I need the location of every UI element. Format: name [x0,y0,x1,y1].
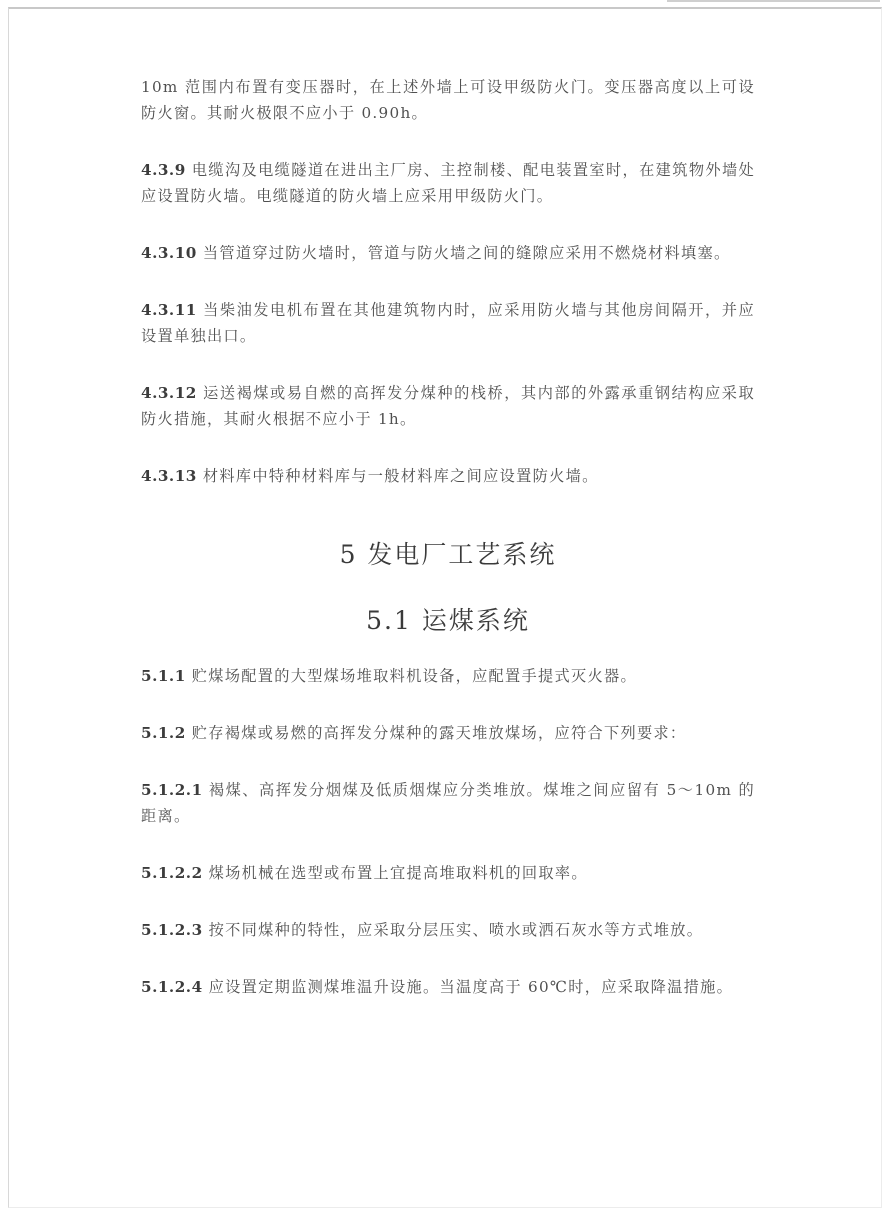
chapter-title: 5 发电厂工艺系统 [339,540,557,569]
clause-5-1-2 [141,720,755,746]
section-title: 5.1 运煤系统 [366,606,530,635]
page-content [141,74,755,1031]
clause-5-1-1 [141,663,755,689]
clause-5-1-2-4 [141,974,755,1000]
clause-text: 褐煤、高挥发分烟煤及低质烟煤应分类堆放。煤堆之间应留有 5～10m 的距离。 [141,781,755,825]
clause-number: 4.3.10 [141,244,197,262]
clause-4-3-10 [141,240,755,266]
intro-paragraph: 10m 范围内布置有变压器时，在上述外墙上可设甲级防火门。变压器高度以上可设防火窗。其耐火极限不应小于 0.90h。 [141,78,755,122]
clause-number: 5.1.2 [141,724,186,742]
clause-4-3-9 [141,157,755,209]
clause-number: 5.1.2.4 [141,978,203,996]
clause-4-3-12 [141,380,755,432]
clause-text: 应设置定期监测煤堆温升设施。当温度高于 60℃时，应采取降温措施。 [208,978,734,996]
clause-5-1-2-1 [141,777,755,829]
clause-number: 5.1.2.3 [141,921,203,939]
clause-text: 贮煤场配置的大型煤场堆取料机设备，应配置手提式灭火器。 [191,667,637,685]
clause-number: 5.1.2.1 [141,781,203,799]
clause-number: 4.3.12 [141,384,197,402]
clause-text: 当柴油发电机布置在其他建筑物内时，应采用防火墙与其他房间隔开，并应设置单独出口。 [141,301,755,345]
clause-number: 4.3.13 [141,467,197,485]
clause-5-1-2-2 [141,860,755,886]
clause-number: 4.3.9 [141,161,186,179]
clause-number: 4.3.11 [141,301,197,319]
top-tab-bar [667,0,880,2]
clause-text: 电缆沟及电缆隧道在进出主厂房、主控制楼、配电装置室时，在建筑物外墙处应设置防火墙。电缆隧道的防火墙上应采用甲级防火门。 [141,161,755,205]
clause-number: 5.1.2.2 [141,864,203,882]
clause-number: 5.1.1 [141,667,186,685]
clause-text: 贮存褐煤或易燃的高挥发分煤种的露天堆放煤场，应符合下列要求： [191,724,687,742]
clause-4-3-11 [141,297,755,349]
clause-5-1-2-3 [141,917,755,943]
clause-text: 当管道穿过防火墙时，管道与防火墙之间的缝隙应采用不燃烧材料填塞。 [202,244,731,262]
clause-text: 运送褐煤或易自燃的高挥发分煤种的栈桥，其内部的外露承重钢结构应采取防火措施，其耐火根据不应小于 1h。 [141,384,755,428]
clause-text: 材料库中特种材料库与一般材料库之间应设置防火墙。 [202,467,599,485]
clause-text: 煤场机械在选型或布置上宜提高堆取料机的回取率。 [208,864,588,882]
clause-text: 按不同煤种的特性，应采取分层压实、喷水或洒石灰水等方式堆放。 [208,921,704,939]
clause-4-3-13 [141,463,755,489]
